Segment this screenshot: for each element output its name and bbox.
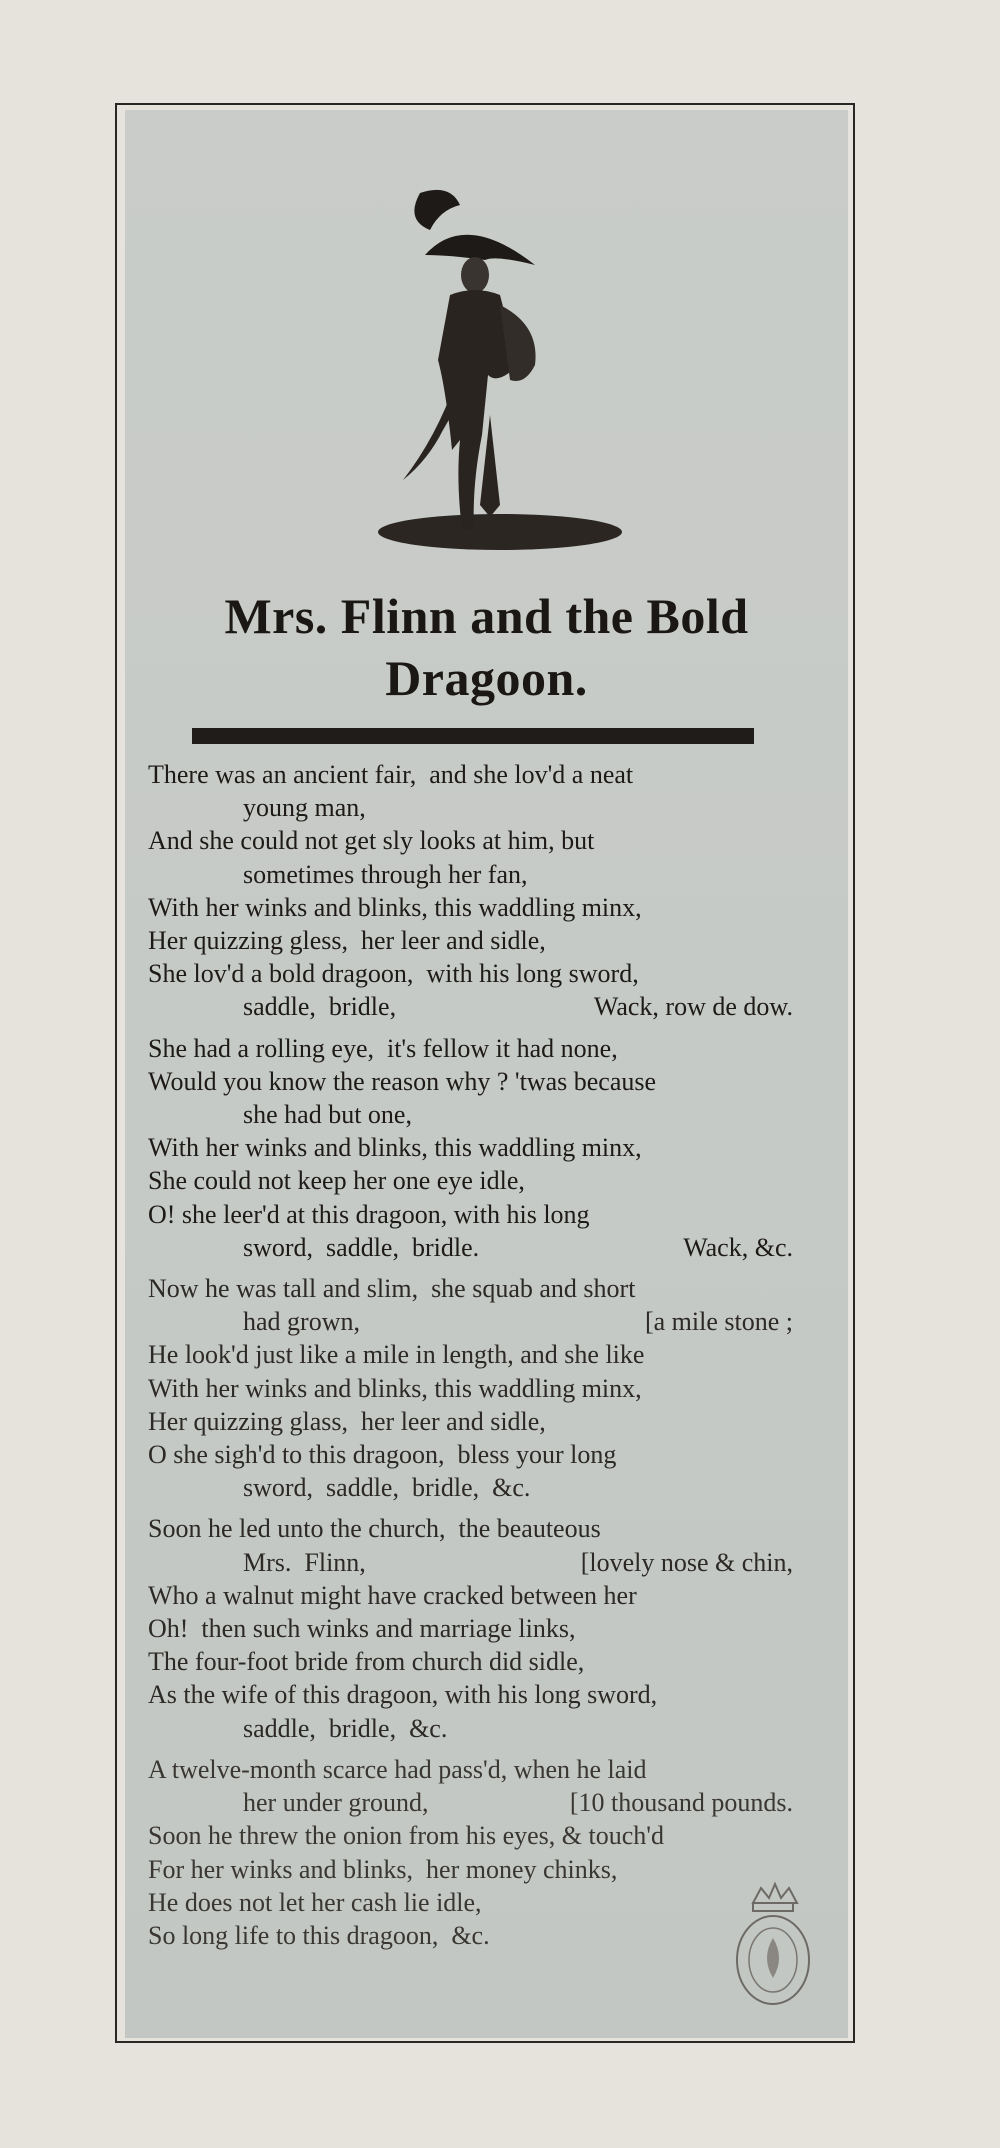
verse-line <box>148 957 793 990</box>
verse-line <box>148 1819 793 1852</box>
verse-line <box>148 1712 793 1745</box>
broadside-title <box>125 585 848 709</box>
verse-line <box>148 1198 793 1231</box>
verse-line <box>148 1231 793 1264</box>
verse-line-text: And she could not get sly looks at him, but <box>148 826 595 856</box>
verse-line <box>148 1032 793 1065</box>
verse-line-text: She could not keep her one eye idle, <box>148 1166 525 1196</box>
verse-line <box>148 758 793 791</box>
verse-line-text: Would you know the reason why ? 'twas because <box>148 1066 657 1096</box>
verse-line-text: her under ground, <box>243 1788 429 1818</box>
verse-line-text: Soon he threw the onion from his eyes, & touch'd <box>148 1821 664 1851</box>
verse-line-text: He does not let her cash lie idle, <box>148 1887 482 1917</box>
verse-line <box>148 1678 793 1711</box>
verse-line <box>148 1338 793 1371</box>
verse-line-text: sword, saddle, bridle. <box>243 1232 480 1262</box>
verse-line-text: She lov'd a bold dragoon, with his long sword, <box>148 959 639 989</box>
verse-line <box>148 1164 793 1197</box>
verse-line <box>148 1272 793 1305</box>
verse-line <box>148 1372 793 1405</box>
verse-line <box>148 1886 793 1919</box>
verse-line-right-text: Wack, &c. <box>683 1232 793 1262</box>
verse-line-text: There was an ancient fair, and she lov'd a neat <box>148 760 634 789</box>
verse-line <box>148 891 793 924</box>
verse-line-text: With her winks and blinks, this waddling minx, <box>148 1373 642 1403</box>
song-verses <box>148 758 793 1960</box>
verse-line-text: Her quizzing gless, her leer and sidle, <box>148 926 546 956</box>
verse-line-right-text: [10 thousand pounds. <box>569 1788 793 1818</box>
verse-line <box>148 1645 793 1678</box>
verse-line-text: The four-foot bride from church did sidle, <box>148 1647 585 1677</box>
title-rule <box>192 728 754 744</box>
verse-line <box>148 1612 793 1645</box>
verse-line-text: Mrs. Flinn, <box>243 1547 366 1577</box>
verse-line <box>148 858 793 891</box>
verse-line <box>148 1546 793 1579</box>
verse-line <box>148 1579 793 1612</box>
verse-line <box>148 1512 793 1545</box>
verse-line-text: had grown, <box>243 1307 360 1337</box>
verse-line-text: sword, saddle, bridle, &c. <box>243 1473 531 1503</box>
verse-line <box>148 924 793 957</box>
verse-line-text: A twelve-month scarce had pass'd, when he laid <box>148 1754 647 1784</box>
verse-line-text: He look'd just like a mile in length, and she like <box>148 1340 645 1370</box>
verse-line-text: So long life to this dragoon, &c. <box>148 1920 490 1950</box>
verse-line-text: sometimes through her fan, <box>243 859 528 889</box>
verse-line-text: saddle, bridle, <box>243 992 397 1022</box>
verse-line-right-text: Wack, row de dow. <box>593 992 793 1022</box>
verse-line-text: Now he was tall and slim, she squab and short <box>148 1274 636 1304</box>
verse-line-text: she had but one, <box>243 1100 412 1130</box>
verse-line-text: Her quizzing glass, her leer and sidle, <box>148 1406 546 1436</box>
verse-line <box>148 990 793 1023</box>
stanza <box>148 1753 793 1952</box>
verse-line-text: She had a rolling eye, it's fellow it had none, <box>148 1033 618 1063</box>
title-line-1: Mrs. Flinn and the Bold <box>224 588 749 644</box>
verse-line <box>148 1753 793 1786</box>
verse-line <box>148 1853 793 1886</box>
verse-line <box>148 1065 793 1098</box>
verse-line <box>148 1405 793 1438</box>
verse-line <box>148 1438 793 1471</box>
verse-line-right-text: [lovely nose & chin, <box>580 1547 793 1577</box>
stanza <box>148 1512 793 1744</box>
verse-line-text: O she sigh'd to this dragoon, bless your long <box>148 1440 617 1470</box>
verse-line <box>148 1471 793 1504</box>
verse-line <box>148 1131 793 1164</box>
stanza <box>148 758 793 1024</box>
verse-line-right-text: [a mile stone ; <box>644 1307 793 1337</box>
stanza <box>148 1032 793 1264</box>
verse-line-text: Oh! then such winks and marriage links, <box>148 1614 576 1644</box>
stanza <box>148 1272 793 1504</box>
verse-line-text: Who a walnut might have cracked between her <box>148 1580 637 1610</box>
verse-line <box>148 824 793 857</box>
title-line-2: Dragoon. <box>385 650 588 706</box>
verse-line-text: With her winks and blinks, this waddling minx, <box>148 1133 642 1163</box>
verse-line <box>148 1305 793 1338</box>
verse-line <box>148 1098 793 1131</box>
verse-line-text: As the wife of this dragoon, with his long sword, <box>148 1680 658 1710</box>
library-stamp <box>728 1868 818 2008</box>
dragoon-woodcut-illustration <box>370 185 630 555</box>
verse-line-text: For her winks and blinks, her money chinks, <box>148 1854 618 1884</box>
verse-line-text: With her winks and blinks, this waddling minx, <box>148 892 642 922</box>
verse-line-text: O! she leer'd at this dragoon, with his long <box>148 1199 590 1229</box>
verse-line <box>148 1919 793 1952</box>
verse-line-text: saddle, bridle, &c. <box>243 1713 448 1743</box>
verse-line <box>148 1786 793 1819</box>
verse-line-text: young man, <box>243 793 366 823</box>
verse-line <box>148 791 793 824</box>
verse-line-text: Soon he led unto the church, the beauteous <box>148 1514 601 1544</box>
